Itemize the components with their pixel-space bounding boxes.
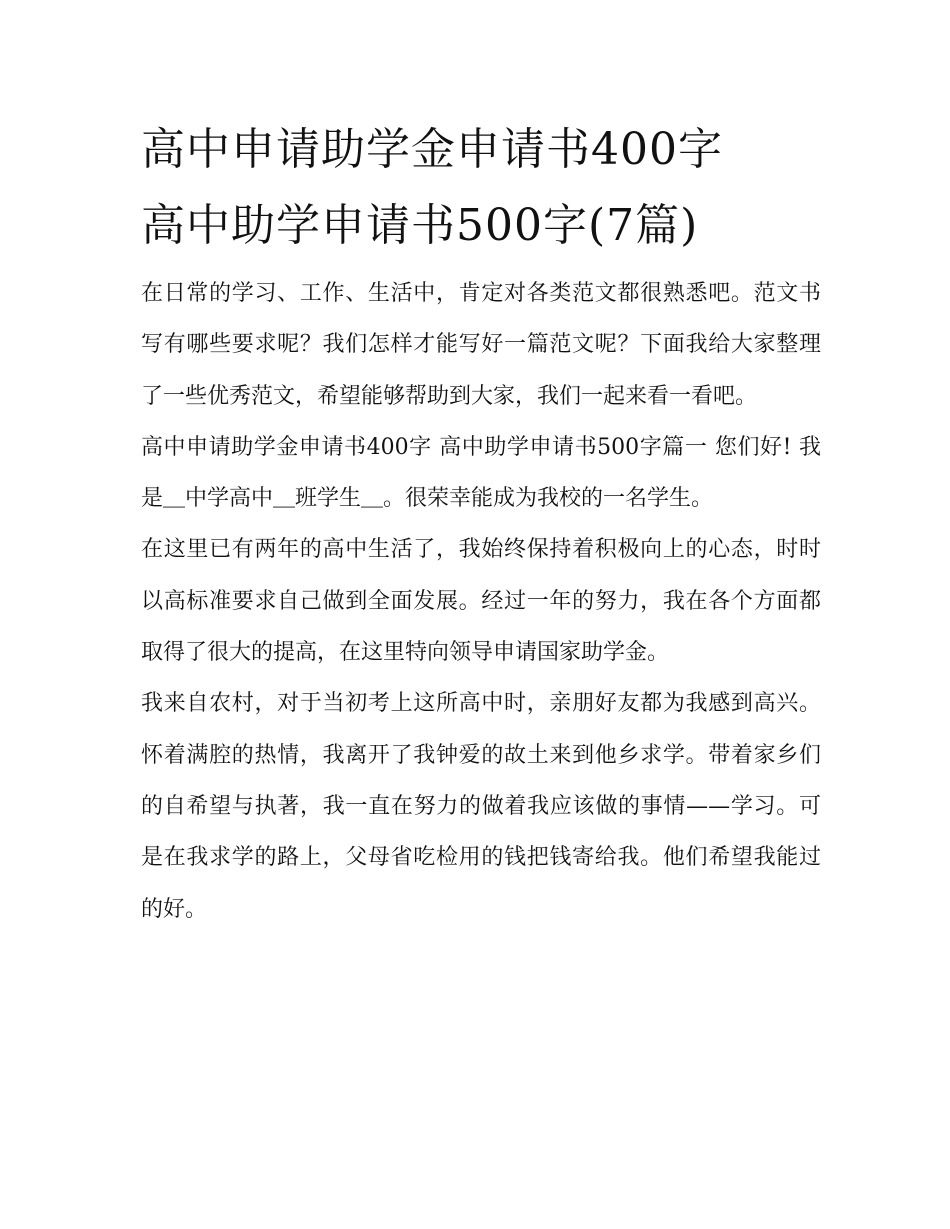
intro-paragraph: 在日常的学习、工作、生活中，肯定对各类范文都很熟悉吧。范文书写有哪些要求呢？我们怎样才能写好一篇范文呢？下面我给大家整理了一些优秀范文，希望能够帮助到大家，我们一起来看一看吧。 xyxy=(141,281,821,409)
document-title xyxy=(141,112,821,264)
title-line-1: 高中申请助学金申请书400字 xyxy=(141,124,723,175)
body-paragraph-3: 我来自农村，对于当初考上这所高中时，亲朋好友都为我感到高兴。怀着满腔的热情，我离开了我钟爱的故土来到他乡求学。带着家乡们的自希望与执著，我一直在努力的做着我应该做的事情——学习。可是在我求学的路上，父母省吃检用的钱把钱寄给我。他们希望我能过的好。 xyxy=(141,691,821,922)
title-line-2: 高中助学申请书500字(7篇) xyxy=(141,200,699,251)
body-paragraph-2: 在这里已有两年的高中生活了，我始终保持着积极向上的心态，时时以高标准要求自己做到全面发展。经过一年的努力，我在各个方面都取得了很大的提高，在这里特向领导申请国家助学金。 xyxy=(141,537,821,666)
document-page xyxy=(141,112,821,935)
body-paragraph-1: 高中申请助学金申请书400字 高中助学申请书500字篇一 您们好! 我是＿中学高中＿班学生＿。很荣幸能成为我校的一名学生。 xyxy=(141,434,821,512)
